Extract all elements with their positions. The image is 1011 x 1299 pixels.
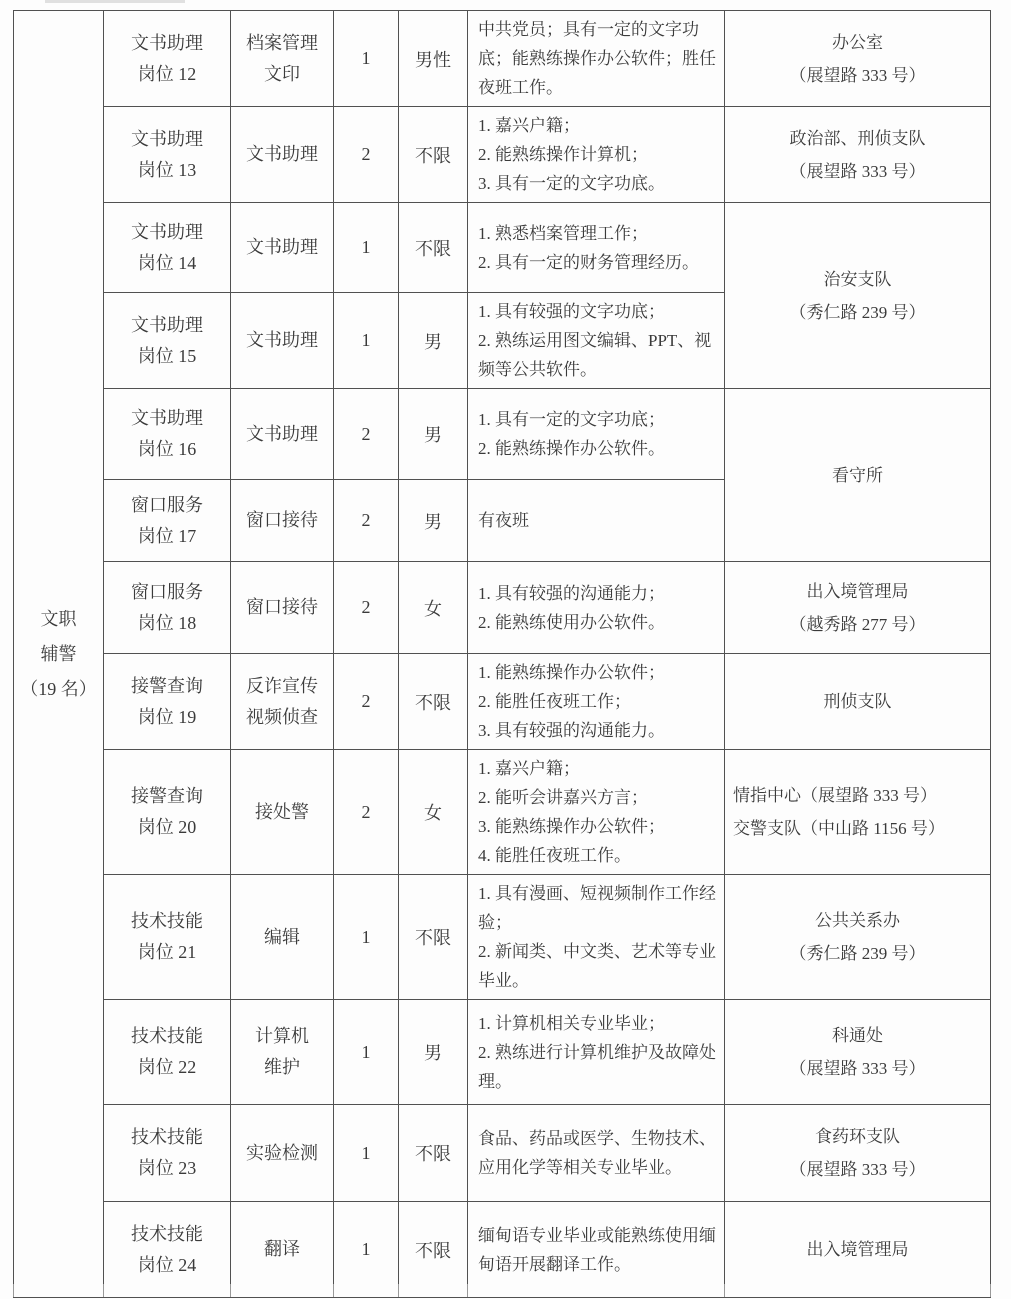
requirement-item: 4. 能胜任夜班工作。 <box>478 846 631 865</box>
requirement-item: 1. 熟悉档案管理工作； <box>478 223 648 243</box>
duty-cell <box>231 750 334 875</box>
text-line: （展望路 333 号） <box>789 1160 926 1179</box>
text-line: 岗位 24 <box>137 1254 197 1275</box>
gender-cell <box>399 107 468 203</box>
count-cell <box>334 1000 399 1105</box>
table-row <box>14 389 991 480</box>
table-grid-stub <box>467 1284 468 1297</box>
text-line: 文书助理 <box>131 32 203 53</box>
roster-table-body <box>14 11 991 1298</box>
text-line: 岗位 17 <box>137 525 197 546</box>
table-row <box>14 750 991 875</box>
category-cell <box>14 11 104 1298</box>
requirement-item: 3. 具有一定的文字功底。 <box>478 174 665 193</box>
requirements-cell <box>468 11 725 107</box>
location-cell <box>725 11 991 107</box>
text-line: 文书助理 <box>131 314 203 335</box>
text-line: 公共关系办 <box>815 911 900 930</box>
duty-cell <box>231 203 334 293</box>
gender-cell <box>399 1000 468 1105</box>
gender-cell <box>399 480 468 562</box>
requirement-item: 1. 嘉兴户籍； <box>478 116 580 135</box>
text-line: 男 <box>424 511 442 532</box>
text-line: （展望路 333 号） <box>789 65 926 85</box>
requirement-item: 2. 新闻类、中文类、艺术等专业毕业。 <box>478 942 716 990</box>
text-line: 食药环支队 <box>815 1127 900 1146</box>
location-cell <box>725 750 991 875</box>
text-line: 窗口接待 <box>246 597 318 617</box>
gender-cell <box>399 750 468 875</box>
text-line: 1 <box>361 1239 371 1259</box>
text-line: 窗口服务 <box>131 494 203 515</box>
count-cell <box>334 480 399 562</box>
text-line: 窗口服务 <box>131 581 203 602</box>
text-line: 维护 <box>264 1057 300 1077</box>
position-cell <box>104 750 231 875</box>
gender-cell <box>399 654 468 750</box>
text-line: 1 <box>361 330 371 350</box>
location-cell <box>725 1000 991 1105</box>
requirement-item: 3. 能熟练操作办公软件； <box>478 817 665 836</box>
text-line: 文书助理 <box>246 330 318 350</box>
text-line: 出入境管理局 <box>806 581 909 601</box>
count-cell <box>334 562 399 654</box>
text-line: 1 <box>361 926 371 947</box>
location-cell <box>725 562 991 654</box>
text-line: 岗位 23 <box>137 1158 197 1178</box>
text-line: 文书助理 <box>131 221 203 242</box>
requirements-cell <box>468 389 725 480</box>
table-row <box>14 203 991 293</box>
gender-cell <box>399 562 468 654</box>
text-line: 出入境管理局 <box>806 1240 909 1259</box>
requirement-item: 有夜班 <box>478 511 529 530</box>
position-cell <box>104 203 231 293</box>
text-line: （展望路 333 号） <box>789 1059 926 1078</box>
text-line: 岗位 16 <box>137 439 197 459</box>
text-line: 男 <box>424 425 442 445</box>
location-cell <box>725 1202 991 1298</box>
text-line: 不限 <box>415 145 451 166</box>
duty-cell <box>231 389 334 480</box>
position-cell <box>104 562 231 654</box>
count-cell <box>334 107 399 203</box>
count-cell <box>334 389 399 480</box>
text-line: 女 <box>424 598 442 619</box>
requirement-item: 2. 熟练进行计算机维护及故障处理。 <box>478 1042 716 1091</box>
text-line: 岗位 15 <box>137 345 197 366</box>
position-cell <box>104 293 231 389</box>
text-line: 技术技能 <box>131 1223 203 1244</box>
duty-cell <box>231 1000 334 1105</box>
text-line: 2 <box>361 423 371 444</box>
requirements-cell <box>468 107 725 203</box>
text-line: 文书助理 <box>246 237 318 257</box>
text-line: 岗位 12 <box>137 63 197 84</box>
text-line: 2 <box>361 597 371 617</box>
count-cell <box>334 1202 399 1298</box>
location-cell <box>725 107 991 203</box>
text-line: 实验检测 <box>246 1142 318 1163</box>
gender-cell <box>399 1105 468 1202</box>
table-row <box>14 1105 991 1202</box>
count-cell <box>334 875 399 1000</box>
text-line: 技术技能 <box>131 1026 203 1046</box>
requirements-cell <box>468 480 725 562</box>
text-line: 1 <box>361 1142 371 1163</box>
text-line: 文书助理 <box>131 408 203 428</box>
gender-cell <box>399 11 468 107</box>
requirements-cell <box>468 750 725 875</box>
requirement-item: 2. 能胜任夜班工作； <box>478 692 631 711</box>
location-cell <box>725 1105 991 1202</box>
text-line: 岗位 21 <box>137 942 197 962</box>
duty-cell <box>231 11 334 107</box>
requirement-item: 2. 能熟练使用办公软件。 <box>478 612 665 632</box>
text-line: 接处警 <box>255 801 309 822</box>
text-line: 1 <box>361 1041 371 1062</box>
position-cell <box>104 107 231 203</box>
recruitment-table <box>13 10 991 1298</box>
table-grid-stub <box>103 1284 104 1297</box>
text-line: 刑侦支队 <box>823 692 892 711</box>
text-line: 2 <box>361 691 371 711</box>
requirement-item: 缅甸语专业毕业或能熟练使用缅甸语开展翻译工作。 <box>478 1225 716 1274</box>
text-line: 岗位 18 <box>137 612 197 633</box>
text-line: 不限 <box>415 928 451 948</box>
location-cell <box>725 654 991 750</box>
text-line: 不限 <box>415 1240 451 1261</box>
requirement-item: 1. 能熟练操作办公软件； <box>478 663 665 682</box>
text-line: 技术技能 <box>131 911 203 931</box>
count-cell <box>334 203 399 293</box>
requirements-cell <box>468 1202 725 1298</box>
duty-cell <box>231 562 334 654</box>
location-cell <box>725 875 991 1000</box>
text-line: 视频侦查 <box>246 706 318 727</box>
requirements-cell <box>468 1000 725 1105</box>
location-cell <box>725 389 991 562</box>
text-line: 不限 <box>415 1144 451 1164</box>
text-line: 男 <box>424 331 442 352</box>
text-line: 文书助理 <box>246 144 318 164</box>
text-line: 男 <box>424 1043 442 1063</box>
requirement-item: 1. 具有一定的文字功底； <box>478 410 665 429</box>
table-row <box>14 1000 991 1105</box>
duty-cell <box>231 480 334 562</box>
text-line: 文印 <box>264 63 300 84</box>
requirement-item: 1. 具有漫画、短视频制作工作经验； <box>478 884 716 932</box>
requirement-item: 2. 具有一定的财务管理经历。 <box>478 252 699 272</box>
text-line: 治安支队 <box>823 269 892 289</box>
requirement-item: 3. 具有较强的沟通能力。 <box>478 721 665 740</box>
requirements-cell <box>468 654 725 750</box>
table-grid-stub <box>724 1284 725 1297</box>
location-cell <box>725 203 991 389</box>
text-line: 2 <box>361 510 371 530</box>
count-cell <box>334 11 399 107</box>
text-line: 不限 <box>415 238 451 259</box>
text-line: 文职 <box>40 608 77 629</box>
table-grid-stub <box>13 1284 14 1297</box>
gender-cell <box>399 293 468 389</box>
position-cell <box>104 1202 231 1298</box>
duty-cell <box>231 1202 334 1298</box>
position-cell <box>104 654 231 750</box>
requirement-item: 2. 能熟练操作计算机； <box>478 145 648 164</box>
table-grid-stub <box>333 1284 334 1297</box>
table-row <box>14 11 991 107</box>
position-cell <box>104 480 231 562</box>
text-line: 看守所 <box>832 465 883 485</box>
text-line: （秀仁路 239 号） <box>789 944 926 963</box>
text-line: （秀仁路 239 号） <box>789 302 926 322</box>
duty-cell <box>231 293 334 389</box>
table-grid-stub <box>230 1284 231 1297</box>
requirement-item: 1. 具有较强的文字功底； <box>478 302 665 321</box>
text-line: 文书助理 <box>131 128 203 149</box>
text-line: 窗口接待 <box>246 510 318 530</box>
requirement-item: 1. 嘉兴户籍； <box>478 759 580 778</box>
count-cell <box>334 293 399 389</box>
requirements-cell <box>468 875 725 1000</box>
text-line: （越秀路 277 号） <box>789 614 926 634</box>
text-line: 反诈宣传 <box>246 675 318 696</box>
requirement-item: 中共党员；具有一定的文字功底；能熟练操作办公软件；胜任夜班工作。 <box>478 20 716 97</box>
table-row <box>14 875 991 1000</box>
text-line: 不限 <box>415 692 451 713</box>
requirement-item: 食品、药品或医学、生物技术、应用化学等相关专业毕业。 <box>478 1129 716 1177</box>
text-line: 男性 <box>415 49 451 70</box>
table-grid-stub <box>990 1284 991 1297</box>
requirements-cell <box>468 1105 725 1202</box>
text-line: 岗位 13 <box>137 159 197 180</box>
requirements-cell <box>468 203 725 293</box>
duty-cell <box>231 1105 334 1202</box>
text-line: （展望路 333 号） <box>789 161 926 181</box>
text-line: 辅警 <box>40 643 77 664</box>
text-line: 岗位 19 <box>137 706 197 727</box>
gender-cell <box>399 875 468 1000</box>
position-cell <box>104 1000 231 1105</box>
requirement-item: 1. 计算机相关专业毕业； <box>478 1013 665 1033</box>
table-grid-stub <box>398 1284 399 1297</box>
text-line: 情指中心（展望路 333 号） <box>733 786 937 805</box>
position-cell <box>104 1105 231 1202</box>
requirements-cell <box>468 293 725 389</box>
text-line: 交警支队（中山路 1156 号） <box>733 819 945 838</box>
count-cell <box>334 654 399 750</box>
text-line: 岗位 22 <box>137 1057 197 1077</box>
text-line: 文书助理 <box>246 423 318 444</box>
duty-cell <box>231 654 334 750</box>
gender-cell <box>399 203 468 293</box>
table-row <box>14 107 991 203</box>
gender-cell <box>399 389 468 480</box>
duty-cell <box>231 875 334 1000</box>
requirement-item: 2. 能听会讲嘉兴方言； <box>478 788 648 807</box>
table-row <box>14 562 991 654</box>
text-line: 2 <box>361 801 371 822</box>
table-row <box>14 1202 991 1298</box>
requirement-item: 2. 能熟练操作办公软件。 <box>478 439 665 458</box>
table-row <box>14 654 991 750</box>
requirements-cell <box>468 562 725 654</box>
text-line: 政治部、刑侦支队 <box>789 128 926 148</box>
text-line: 翻译 <box>264 1239 300 1259</box>
text-line: 办公室 <box>832 32 883 52</box>
text-line: 接警查询 <box>131 786 203 806</box>
position-cell <box>104 11 231 107</box>
requirement-item: 1. 具有较强的沟通能力； <box>478 583 665 603</box>
text-line: （19 名） <box>20 678 97 699</box>
cropped-row-remnant <box>45 0 185 3</box>
text-line: 计算机 <box>255 1026 309 1046</box>
text-line: 技术技能 <box>131 1127 203 1147</box>
text-line: 2 <box>361 144 371 164</box>
text-line: 接警查询 <box>131 675 203 696</box>
position-cell <box>104 875 231 1000</box>
text-line: 岗位 20 <box>137 817 197 837</box>
text-line: 1 <box>361 48 371 68</box>
text-line: 岗位 14 <box>137 252 197 273</box>
count-cell <box>334 1105 399 1202</box>
duty-cell <box>231 107 334 203</box>
requirement-item: 2. 熟练运用图文编辑、PPT、视频等公共软件。 <box>478 331 712 379</box>
position-cell <box>104 389 231 480</box>
text-line: 1 <box>361 237 371 257</box>
gender-cell <box>399 1202 468 1298</box>
text-line: 编辑 <box>264 926 300 947</box>
text-line: 科通处 <box>832 1026 883 1045</box>
count-cell <box>334 750 399 875</box>
text-line: 女 <box>424 803 442 823</box>
text-line: 档案管理 <box>246 32 318 53</box>
